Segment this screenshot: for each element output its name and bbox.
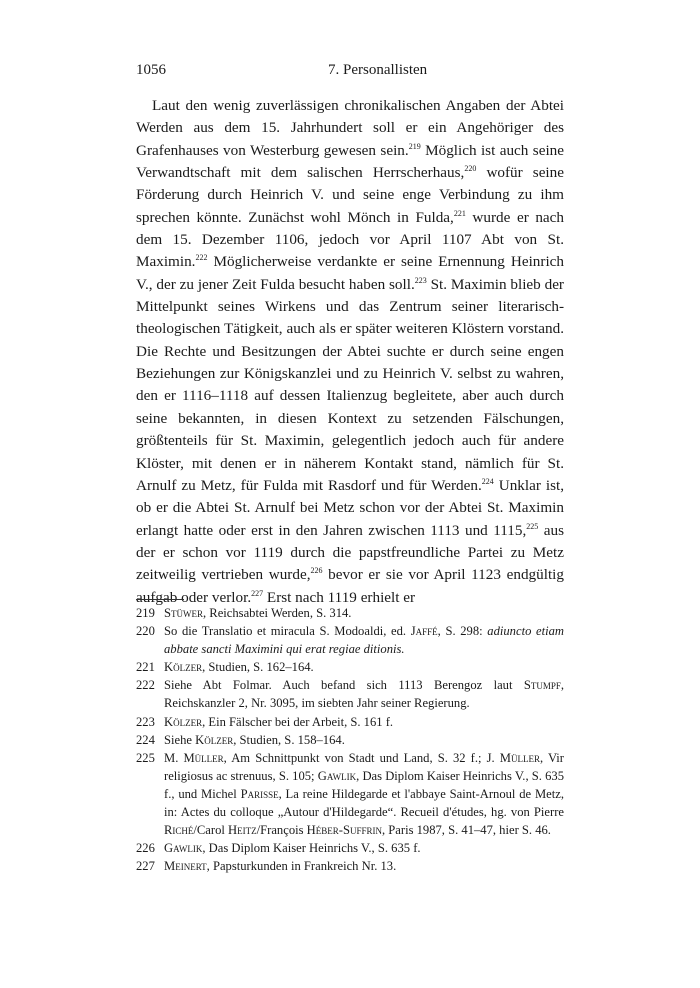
footnote-rule <box>136 599 184 600</box>
footnote-ref: 226 <box>310 566 323 576</box>
footnote-219 <box>136 604 564 622</box>
footnote-ref: 225 <box>526 521 539 531</box>
footnote-ref: 220 <box>464 164 477 174</box>
text-segment: Unklar ist, ob er die Abtei St. Arnulf bei Metz schon vor der Abtei St. Maximin erlangt hatte oder erst in den Jahren zwischen 1113 und 1115, <box>136 476 564 539</box>
footnote-number: 224 <box>136 732 155 747</box>
footnote-227 <box>136 857 564 875</box>
text-segment: , Ein Fälscher bei der Arbeit, S. 161 f. <box>202 714 394 729</box>
footnote-ref: 219 <box>408 141 421 151</box>
footnotes <box>136 604 564 875</box>
text-segment: , La reine Hildegarde et l'abbaye Saint-Arnoul de Metz, in: Actes du colloque „Autour d'Hildegarde“. Recueil d'études, hg. von Pierre <box>164 786 564 820</box>
author-name: Stumpf <box>523 678 561 693</box>
author-name: Parisse <box>240 786 279 801</box>
author-name: Jaffé <box>410 624 438 639</box>
text-segment: , Am Schnittpunkt von Stadt und Land, S. 32 f.; J. <box>223 750 500 765</box>
footnote-number: 219 <box>136 606 155 620</box>
footnote-text <box>164 622 564 658</box>
footnote-ref: 223 <box>414 275 427 285</box>
footnote-text <box>164 749 564 839</box>
footnote-number: 223 <box>136 714 155 729</box>
footnote-220 <box>136 622 564 658</box>
body-paragraph <box>136 95 564 609</box>
text-segment: M. <box>164 750 184 765</box>
text-segment: , Das Diplom Kaiser Heinrichs V., S. 635 f. <box>202 841 421 856</box>
footnote-ref: 227 <box>251 588 264 598</box>
text-segment: Erst nach 1119 erhielt er <box>263 588 416 606</box>
author-name: Heitz <box>228 823 257 838</box>
running-head: 7. Personallisten <box>328 62 428 78</box>
text-segment: Laut den wenig zuverlässigen chronikalischen Angaben der Abtei Werden aus dem 15. Jahrhundert soll er ein Angehöriger des Grafenhauses von Westerburg gewesen sein. <box>136 97 564 159</box>
author-name: Kölzer <box>164 714 203 729</box>
author-name: Müller <box>499 750 540 765</box>
footnote-text <box>164 658 564 676</box>
text-segment: , Reichsabtei Werden, S. 314. <box>203 606 352 620</box>
page-number: 1056 <box>136 62 166 78</box>
quotation: adiuncto etiam abbate sancti Maximini qui erat regiae ditionis. <box>164 624 564 657</box>
text-segment: , Studien, S. 162–164. <box>202 660 314 675</box>
author-name: Kölzer <box>164 660 203 675</box>
text-segment: , Reichskanzler 2, Nr. 3095, im siebten Jahr seiner Regierung. <box>164 678 564 711</box>
text-segment: , Papsturkunden in Frankreich Nr. 13. <box>206 859 397 874</box>
footnote-221 <box>136 658 564 676</box>
footnote-224 <box>136 731 564 749</box>
text-segment: So die Translatio et miracula S. Modoaldi, ed. <box>164 624 411 639</box>
footnote-ref: 221 <box>453 208 466 218</box>
footnote-number: 227 <box>136 859 155 874</box>
footnote-text <box>164 676 564 712</box>
text-segment: bevor er sie vor April 1123 endgültig aufgab oder verlor. <box>136 566 564 606</box>
footnote-number: 221 <box>136 660 155 675</box>
footnote-text <box>164 604 564 622</box>
text-segment: Möglich ist auch seine Verwandtschaft mit dem salischen Herrscherhaus, <box>136 141 564 182</box>
text-segment: Möglicherweise verdankte er seine Ernennung Heinrich V., der zu jener Zeit Fulda besucht haben soll. <box>136 253 564 293</box>
text-segment: wofür seine Förderung durch Heinrich V. und seine enge Verbindung zu ihm sprechen könnte. Zunächst wohl Mönch in Fulda, <box>136 164 564 226</box>
text-segment: , Studien, S. 158–164. <box>233 732 345 747</box>
author-name: Müller <box>183 750 224 765</box>
text-segment: Siehe Abt Folmar. Auch befand sich 1113 Berengoz laut <box>164 678 524 693</box>
body-text <box>136 95 564 609</box>
footnote-ref: 222 <box>195 253 208 263</box>
text-segment: , Das Diplom Kaiser Heinrichs V., S. 635 f., und Michel <box>164 768 565 801</box>
author-name: Meinert <box>164 859 207 874</box>
text-segment: aus der er schon vor 1119 durch die papstfreundliche Partei zu Metz zeitweilig vertrieben wurde, <box>136 521 564 584</box>
text-segment: St. Maximin blieb der Mittelpunkt seines Wirkens und das Zentrum seiner literarisch-theologischen Tätigkeit, auch als er später weiteren Klöstern vorstand. Die Rechte und Besitzungen der Abtei suchte er durch seine engen Beziehungen zur Königskanzlei und zu Heinrich V. selbst zu wahren, den er 1116–1118 auf dessen Italienzug begleitete, aber auch durch seine bekannten, in diesen Kontext zu setzenden Fälschungen, größtenteils für St. Maximin, gelegentlich jedoch auch für andere Klöster, mit denen er in näherem Kontakt stand, nämlich für St. Arnulf zu Metz, für Fulda mit Rasdorf und für Werden. <box>136 275 564 494</box>
author-name: Stüwer <box>164 606 203 620</box>
author-name: Gawlik <box>164 841 203 856</box>
footnote-text <box>164 839 564 857</box>
footnote-text <box>164 857 564 875</box>
author-name: Gawlik <box>317 768 357 783</box>
footnote-number: 225 <box>136 750 155 765</box>
text-segment: , Paris 1987, S. 41–47, hier S. 46. <box>381 823 551 838</box>
footnote-number: 226 <box>136 841 155 856</box>
footnote-226 <box>136 839 564 857</box>
footnote-223 <box>136 713 564 731</box>
footnote-number: 222 <box>136 678 155 693</box>
footnote-text <box>164 731 564 749</box>
footnote-text <box>164 713 564 731</box>
footnote-number: 220 <box>136 624 155 639</box>
author-name: Riché <box>164 823 194 838</box>
footnote-225 <box>136 749 564 839</box>
text-segment: , S. 298: <box>437 624 488 639</box>
footnote-222 <box>136 676 564 712</box>
text-segment: Siehe <box>164 732 196 747</box>
text-segment: /Carol <box>193 823 229 838</box>
text-segment: , Vir religiosus ac strenuus, S. 105; <box>164 750 564 783</box>
text-segment: wurde er nach dem 15. Dezember 1106, jedoch vor April 1107 Abt von St. Maximin. <box>136 208 564 271</box>
footnote-ref: 224 <box>481 476 494 486</box>
text-segment: /François <box>256 823 307 838</box>
author-name: Héber-Suffrin <box>306 823 382 838</box>
author-name: Kölzer <box>195 732 234 747</box>
